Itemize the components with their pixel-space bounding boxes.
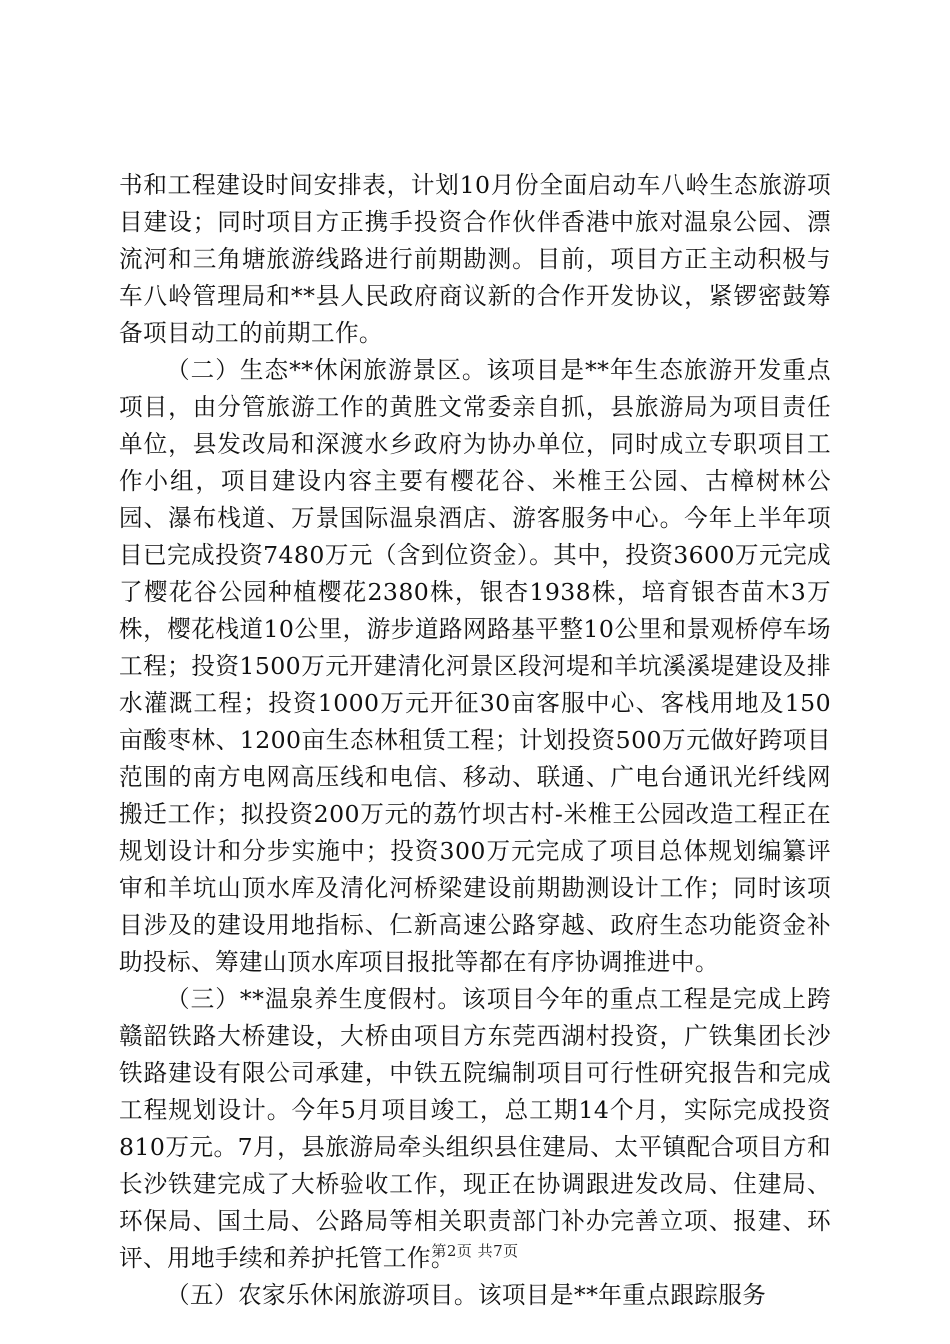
paragraph-continuation: 书和工程建设时间安排表，计划10月份全面启动车八岭生态旅游项目建设；同时项目方正携手投资合作伙伴香港中旅对温泉公园、漂流河和三角塘旅游线路进行前期勘测。目前，项目方正主动积极与车八岭管理局和**县人民政府商议新的合作开发协议，紧锣密鼓筹备项目动工的前期工作。 [119,171,831,347]
paragraph-section-5: （五）农家乐休闲旅游项目。该项目是**年重点跟踪服务 [166,1281,767,1309]
document-body [119,167,831,1314]
paragraph-section-3: （三）**温泉养生度假村。该项目今年的重点工程是完成上跨赣韶铁路大桥建设，大桥由项目方东莞西湖村投资，广铁集团长沙铁路建设有限公司承建，中铁五院编制项目可行性研究报告和完成工程规划设计。今年5月项目竣工，总工期14个月，实际完成投资810万元。7月，县旅游局牵头组织县住建局、太平镇配合项目方和长沙铁建完成了大桥验收工作，现正在协调跟进发改局、住建局、环保局、国土局、公路局等相关职责部门补办完善立项、报建、环评、用地手续和养护托管工作。 [119,985,831,1272]
page-footer: 第2页 共7页 [431,1242,519,1260]
paragraph-section-2: （二）生态**休闲旅游景区。该项目是**年生态旅游开发重点项目，由分管旅游工作的黄胜文常委亲自抓，县旅游局为项目责任单位，县发改局和深渡水乡政府为协办单位，同时成立专职项目工作小组，项目建设内容主要有樱花谷、米椎王公园、古樟树林公园、瀑布栈道、万景国际温泉酒店、游客服务中心。今年上半年项目已完成投资7480万元（含到位资金）。其中，投资3600万元完成了樱花谷公园种植樱花2380株，银杏1938株，培育银杏苗木3万株，樱花栈道10公里，游步道路网路基平整10公里和景观桥停车场工程；投资1500万元开建清化河景区段河堤和羊坑溪溪堤建设及排水灌溉工程；投资1000万元开征30亩客服中心、客栈用地及150亩酸枣林、1200亩生态林租赁工程；计划投资500万元做好跨项目范围的南方电网高压线和电信、移动、联通、广电台通讯光纤线网搬迁工作；拟投资200万元的荔竹坝古村-米椎王公园改造工程正在规划设计和分步实施中；投资300万元完成了项目总体规划编纂评审和羊坑山顶水库及清化河桥梁建设前期勘测设计工作；同时该项目涉及的建设用地指标、仁新高速公路穿越、政府生态功能资金补助投标、筹建山顶水库项目报批等都在有序协调推进中。 [119,356,831,976]
